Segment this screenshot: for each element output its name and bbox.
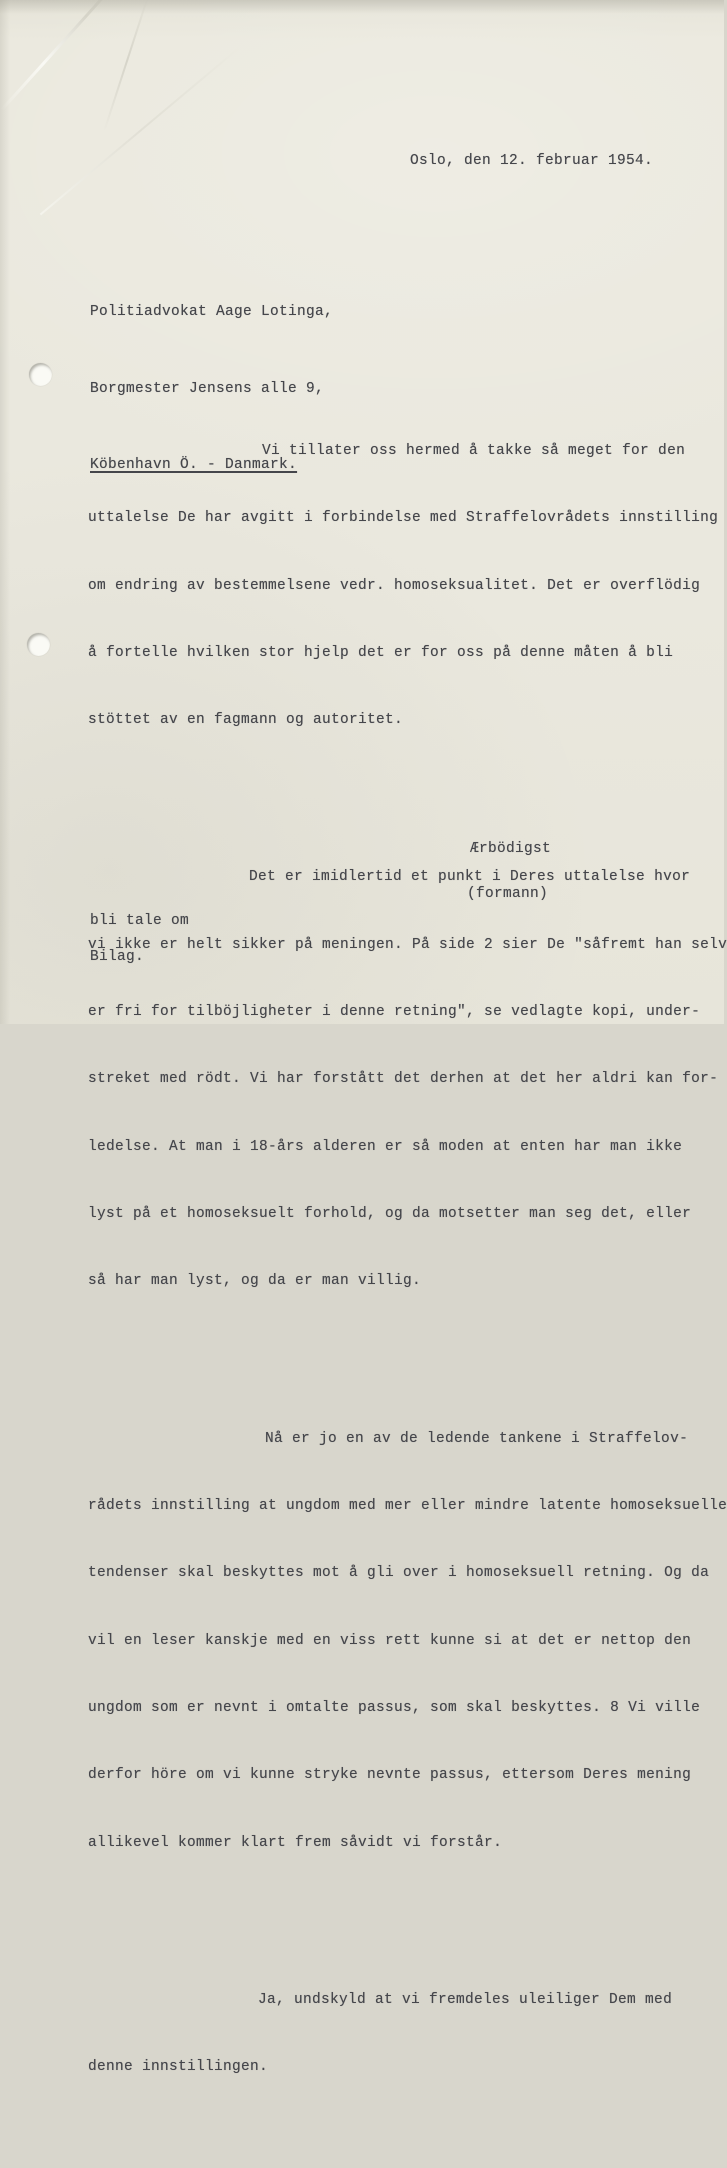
closing-signature-role: (formann): [467, 886, 549, 902]
letter-body: [88, 350, 727, 2168]
letter-line: vi ikke er helt sikker på meningen. På side 2 sier De "såfremt han selv: [88, 936, 727, 953]
letter-line: ungdom som er nevnt i omtalte passus, som skal beskyttes. 8 Vi ville: [88, 1699, 701, 1716]
letter-line: allikevel kommer klart frem såvidt vi forstår.: [88, 1834, 503, 1851]
letter-line: vil en leser kanskje med en viss rett kunne si at det er nettop den: [88, 1632, 692, 1649]
letter-line: denne innstillingen.: [88, 2059, 269, 2076]
recipient-name: Politiadvokat Aage Lotinga,: [90, 304, 334, 320]
fold-crease: [103, 0, 151, 133]
letter-line: uttalelse De har avgitt i forbindelse med Straffelovrådets innstilling: [88, 510, 719, 527]
letter-line: å fortelle hvilken stor hjelp det er for oss på denne måten å bli: [88, 644, 674, 661]
recipient-city: Köbenhavn Ö. - Danmark.: [90, 457, 298, 473]
letter-line: Nå er jo en av de ledende tankene i Straffelov-: [265, 1430, 689, 1447]
scan-shadow-left: [0, 0, 10, 1024]
letter-line: Det er imidlertid et punkt i Deres uttalelse hvor: [249, 869, 691, 886]
recipient-street: Borgmester Jensens alle 9,: [90, 380, 325, 397]
punch-hole-top: [29, 363, 52, 386]
fold-crease: [40, 47, 240, 216]
scan-shadow-top: [0, 0, 724, 14]
letter-line: så har man lyst, og da er man villig.: [88, 1273, 422, 1290]
punch-hole-bottom: [27, 633, 50, 656]
note-line: bli tale om: [90, 913, 190, 929]
closing-salutation: Ærbödigst: [470, 841, 552, 857]
letter-line: stöttet av en fagmann og autoritet.: [88, 712, 404, 729]
body-paragraph: [88, 395, 727, 777]
letter-line: er fri for tilböjligheter i denne retning", se vedlagte kopi, under-: [88, 1004, 701, 1021]
letter-line: rådets innstilling at ungdom med mer eller mindre latente homoseksuelle: [88, 1497, 727, 1514]
letter-line: lyst på et homoseksuelt forhold, og da motsetter man seg det, eller: [88, 1206, 692, 1223]
letter-line: om endring av bestemmelsene vedr. homoseksualitet. Det er overflödig: [88, 577, 701, 594]
letter-line: streket med rödt. Vi har forstått det derhen at det her aldri kan for-: [88, 1071, 719, 1088]
body-paragraph: [88, 1944, 727, 2124]
letter-line: ledelse. At man i 18-års alderen er så moden at enten har man ikke: [88, 1138, 683, 1155]
body-paragraph: [88, 821, 727, 1337]
date-line: Oslo, den 12. februar 1954.: [410, 153, 654, 169]
letter-line: tendenser skal beskyttes mot å gli over i homoseksuell retning. Og da: [88, 1565, 710, 1582]
letter-line: derfor höre om vi kunne stryke nevnte passus, ettersom Deres mening: [88, 1767, 692, 1784]
enclosure-line: Bilag.: [90, 949, 145, 965]
letter-line: Vi tillater oss hermed å takke så meget for den: [262, 442, 686, 459]
letter-line: Ja, undskyld at vi fremdeles uleiliger Dem med: [258, 1991, 673, 2008]
body-paragraph: [88, 1383, 727, 1899]
fold-crease: [0, 0, 129, 111]
